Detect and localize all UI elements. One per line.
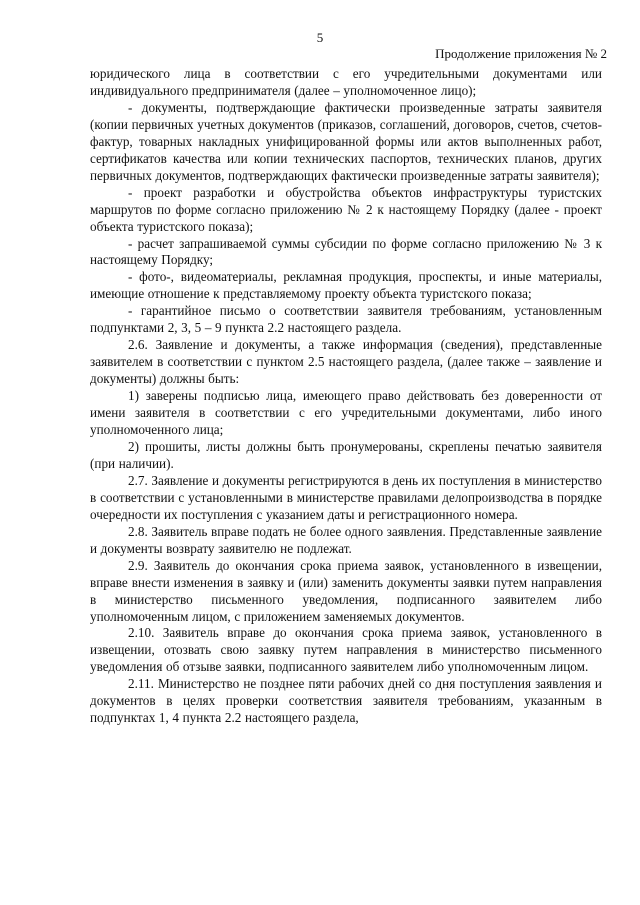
paragraph: - фото-, видеоматериалы, рекламная продукция, проспекты, и иные материалы, имеющие отношение к представляемому проекту объекта туристского показа;	[90, 269, 602, 302]
body-text	[90, 66, 602, 727]
paragraph: - документы, подтверждающие фактически произведенные затраты заявителя (копии первичных учетных документов (приказов, соглашений, договоров, счетов, счетов-фактур, товарных накладных унифицированной формы или актов выполненных работ, сертификатов качества или копии технических паспортов, технических планов, других первичных документов, подтверждающих фактически произведенные затраты заявителя);	[90, 99, 602, 183]
paragraph: - проект разработки и обустройства объектов инфраструктуры туристских маршрутов по форме согласно приложению № 2 к настоящему Порядку (далее - проект объекта туристского показа);	[90, 184, 602, 234]
paragraph: 2.11. Министерство не позднее пяти рабочих дней со дня поступления заявления и документов в целях проверки соответствия заявителя требованиям, указанным в подпунктах 1, 4 пункта 2.2 настоящего раздела,	[90, 676, 602, 726]
paragraph: 1) заверены подписью лица, имеющего право действовать без доверенности от имени заявителя в соответствии с его учредительными документами, либо иного уполномоченного лица;	[90, 388, 602, 438]
paragraph: 2) прошиты, листы должны быть пронумерованы, скреплены печатью заявителя (при наличии).	[90, 438, 602, 471]
paragraph: 2.9. Заявитель до окончания срока приема заявок, установленного в извещении, вправе внести изменения в заявку и (или) заменить документы заявки путем направления в министерство письменного уведомления, подписанного заявителем либо уполномоченным лицом, с приложением заменяемых документов.	[90, 557, 602, 624]
running-head: Продолжение приложения № 2	[435, 46, 607, 61]
paragraph: 2.10. Заявитель вправе до окончания срока приема заявок, установленного в извещении, отозвать свою заявку путем направления в министерство письменного уведомления об отзыве заявки, подписанного заявителем либо уполномоченным лицом.	[90, 625, 602, 675]
paragraph: - расчет запрашиваемой суммы субсидии по форме согласно приложению № 3 к настоящему Порядку;	[90, 235, 602, 268]
paragraph: 2.7. Заявление и документы регистрируются в день их поступления в министерство в соответствии с установленными в министерстве правилами делопроизводства в порядке очередности их поступления с указанием даты и регистрационного номера.	[90, 472, 602, 522]
page-number: 5	[316, 30, 324, 45]
paragraph: юридического лица в соответствии с его учредительными документами или индивидуального предпринимателя (далее – уполномоченное лицо);	[90, 66, 602, 98]
paragraph: - гарантийное письмо о соответствии заявителя требованиям, установленным подпунктами 2, 3, 5 – 9 пункта 2.2 настоящего раздела.	[90, 303, 602, 336]
paragraph: 2.8. Заявитель вправе подать не более одного заявления. Представленные заявление и документы возврату заявителю не подлежат.	[90, 523, 602, 556]
paragraph: 2.6. Заявление и документы, а также информация (сведения), представленные заявителем в соответствии с пунктом 2.5 настоящего раздела, (далее также – заявление и документы) должны быть:	[90, 337, 602, 387]
